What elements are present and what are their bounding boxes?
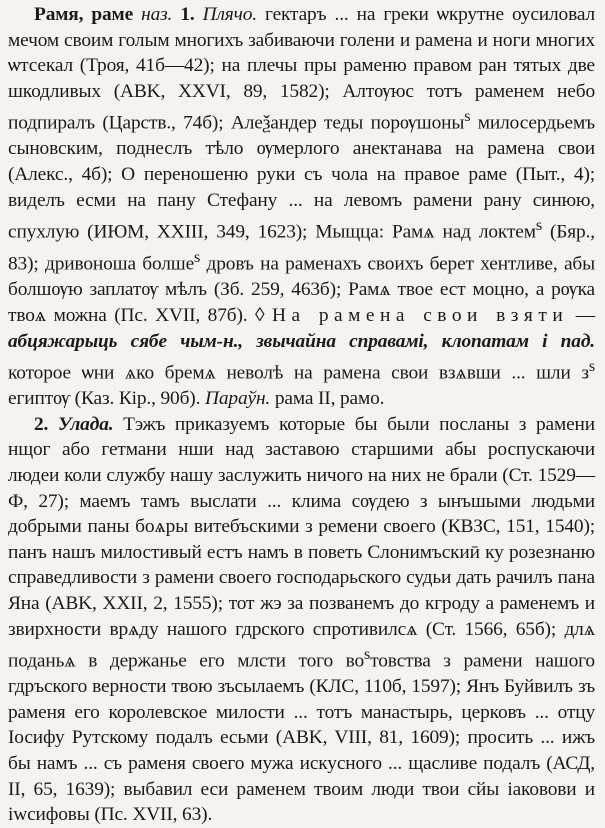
sense-number-2: 2.: [34, 413, 49, 435]
citation-text: дровъ на раменахъ своихъ берет хентливе, абы болшѹю заплатѹ мѣлъ (Зб. 259, 463б); Рамѧ твое ест моцно, а рѹка твоѧ можна (Пс. XVII, 87б). ◊: [8, 253, 595, 326]
superscript-mark: s: [588, 358, 595, 376]
set-phrase: На рамена свои взяти: [272, 304, 569, 326]
citation-text: которое ѡни ѧко бремѧ неволѣ на рамена свои взѧвши ... шли з: [8, 362, 589, 384]
citation-text: Тэжъ приказуемъ которые бы были посланы з рамени нщог або гетмани нши над заставою старшими абы роспускаючи людеи коли службу нашу заслужить ничого на них не брали (Ст. 1529—Ф, 27); маемъ тамъ выслати ... клима сѹдею з ынъшыми людьми добрыми паны боѧры витебъскими з ремени своего (КВЗС, 151, 1540); панъ нашъ милостивый естъ намъ в поветь Слонимъскиӣ ку розезнаню справедливости з рамени своего господарьского судьи дать рачилъ пана Яна (ABK, XXII, 2, 1555); тот жэ за позванемъ до кгроду а раменемъ и звирхности врѧду нашого гдрского спротивилсѧ (Ст. 1566, 65б); длѧ поданьѧ в держанье его млсти того во: [8, 413, 595, 672]
part-of-speech: наз.: [141, 4, 173, 25]
citation-text: товства з рамени нашого гдръского верности твою зъсылаемъ (КЛС, 110б, 1597); Янъ Буйвилъ зъ раменя его королевское милости ... тотъ манастырь, церковъ ... отцу Іосифу Рутскому подалъ есьми (ABK, VIII, 81, 1609); просить ... ижъ бы намъ ... съ раменя своего мужа искусного ... щасливе подалъ (АСД, II, 65, 1639); выбавил еси раменем твоим люди твои сйы іаковови и іwсифовы (Пс. XVII, 63).: [8, 650, 595, 826]
phrase-gloss: абцяжарыць сябе чым-н., звычайна справамі, клопатам і пад.: [8, 330, 595, 352]
phrase-dash: —: [568, 304, 595, 326]
superscript-mark: s: [535, 217, 542, 235]
superscript-mark: s: [464, 108, 471, 126]
citation-text: египтѹ (Каз. Кір., 90б).: [8, 388, 206, 410]
entry-sense-1: [8, 2, 595, 412]
citation-text: милосердьемъ сыновским, поднеслъ тѣло ѹмерлого анектанава на рамена свои (Алекс., 4б); О переношеню руки съ чола на правое раме (Пыт., 4); виделъ есми на пану Стефану ... на левомъ рамени рану синюю, спухлую (ИЮМ, XXIII, 349, 1623); Мыщца: Рамѧ над локтем: [8, 112, 596, 243]
sense-gloss-2: Улада.: [58, 413, 114, 435]
entry-sense-2: [8, 412, 595, 828]
sense-gloss-1: Плячо.: [202, 4, 257, 25]
citation-text: гектаръ ... на греки ѡкрутне оусиловал мечом своим голым многихъ забиваючи голени и рамена и ноги многих ѡтсекал (Троя, 41б—42); на плечы пры раменю правом ран тятых две шкодливых (ABK, XXVI, 89, 1582); Алтѹюс тотъ раменем небо подпиралъ (Царств., 74б); Алеѯандер теды порѹшоны: [8, 4, 596, 134]
cross-reference-text: рама II, рамо.: [270, 388, 385, 410]
citation-text: (Бяр., 83); дривоноша болше: [8, 221, 596, 275]
superscript-mark: s: [194, 249, 201, 267]
sense-number-1: 1.: [180, 4, 195, 25]
headword: Рамя, раме: [34, 4, 134, 25]
cross-reference-label: Параўн.: [205, 388, 271, 410]
superscript-mark: s: [364, 646, 371, 664]
